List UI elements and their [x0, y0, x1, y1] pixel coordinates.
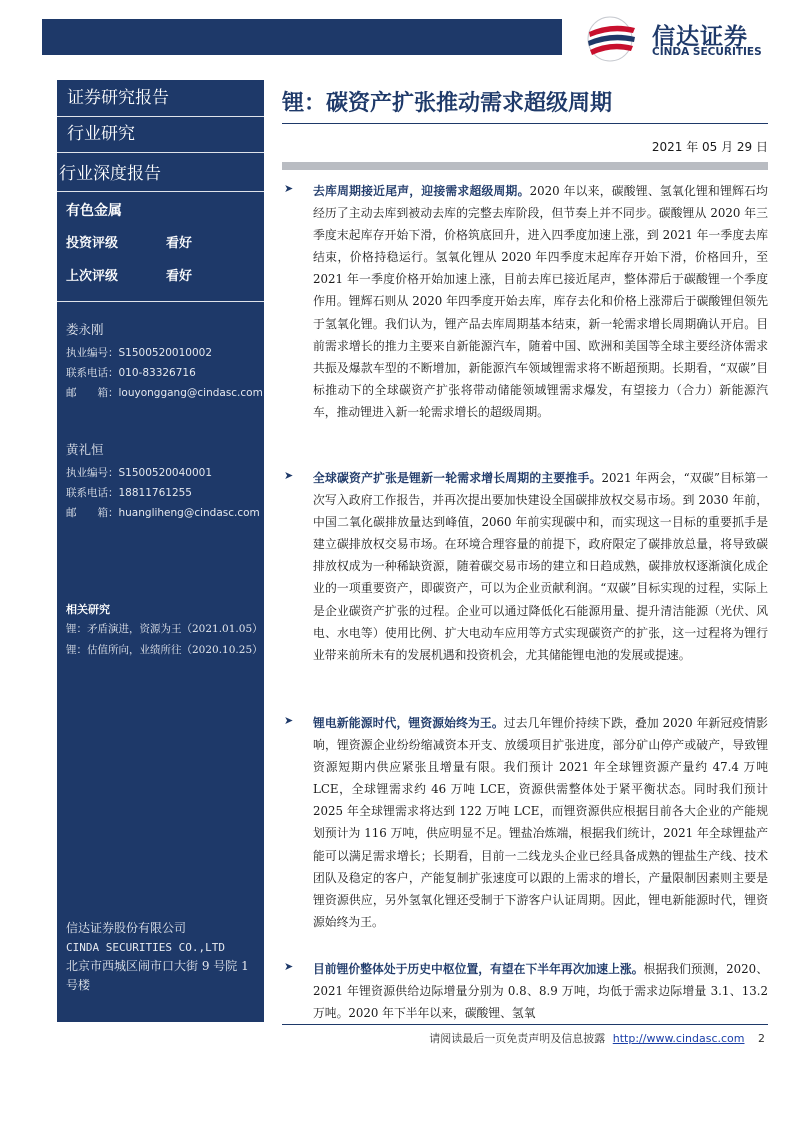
brand-name-cn: 信达证券: [652, 24, 748, 50]
prev-rating-value: 看好: [166, 269, 193, 284]
bullet-arrow-icon: ➤: [284, 960, 294, 973]
related-research-item[interactable]: 锂：估值所向，业绩所往（2020.10.25）: [66, 644, 263, 656]
industry-category: 有色金属: [66, 203, 122, 219]
paragraph-lead: 锂电新能源时代，锂资源始终为王。: [313, 716, 504, 730]
bullet-arrow-icon: ➤: [284, 714, 294, 727]
date-bar: [282, 162, 768, 170]
analyst-cert: 执业编号：S1500520040001: [66, 467, 213, 479]
analyst-cert: 执业编号：S1500520010002: [66, 347, 213, 359]
investment-rating: [66, 232, 193, 251]
summary-paragraph: [284, 958, 768, 1024]
analyst-phone: 联系电话：18811761255: [66, 487, 192, 499]
summary-paragraph: [284, 712, 768, 933]
company-address: 北京市西城区闹市口大街 9 号院 1 号楼: [66, 959, 249, 992]
sidebar: [57, 80, 264, 1022]
header-bar: [42, 19, 562, 55]
depth-report-label: 行业深度报告: [59, 164, 161, 184]
prev-rating-label: 上次评级: [66, 269, 119, 284]
related-research-item[interactable]: 锂：矛盾演进，资源为王（2021.01.05）: [66, 623, 263, 635]
disclaimer-notice: 请阅读最后一页免责声明及信息披露: [429, 1032, 606, 1045]
analyst-card: [66, 440, 260, 523]
analyst-name: 娄永刚: [66, 322, 104, 337]
title-rule: [282, 123, 768, 124]
website-link[interactable]: http://www.cindasc.com: [612, 1032, 745, 1045]
sidebar-divider: [57, 152, 264, 153]
paragraph-lead: 目前锂价整体处于历史中枢位置，有望在下半年再次加速上涨。: [313, 962, 644, 976]
cinda-logo: [577, 14, 777, 64]
footer: [429, 1030, 765, 1046]
paragraph-lead: 去库周期接近尾声，迎接需求超级周期。: [313, 184, 530, 198]
analyst-email[interactable]: 邮 箱：huangliheng@cindasc.com: [66, 507, 260, 519]
rating-label: 投资评级: [66, 236, 119, 251]
analyst-name: 黄礼恒: [66, 442, 104, 457]
paragraph-body: 根据我们预测，2020、2021 年锂资源供给边际增量分别为 0.8、8.9 万吨，均低于需求边际增量 3.1、13.2 万吨。2020 年下半年以来，碳酸锂、氢氧: [313, 962, 768, 1021]
paragraph-body: 2021 年两会，“双碳”目标第一次写入政府工作报告，并再次提出要加快建设全国碳排放权交易市场。到 2030 年前，中国二氧化碳排放量达到峰值，2060 年前实现碳中和，而实现这一目标的重要抓手是建立碳排放权交易市场。在环境合理容量的前提下，政府限定了碳排放总量，将导致碳排放权成为一种稀缺资源，随着碳交易市场的建立和日趋成熟，碳排放权逐渐演化成企业的一项重要资产，即碳资产，可以为企业贡献利润。“双碳”目标实现的过程，实际上是企业碳资产扩张的过程。企业可以通过降低化石能源用量、提升清洁能源（光伏、风电、水电等）使用比例、扩大电动车应用等方式实现碳资产的扩张，这一过程将为锂行业带来前所未有的发展机遇和投资机会，尤其储能锂电池的发展或提速。: [313, 471, 768, 662]
analyst-card: [66, 320, 263, 403]
page-number: 2: [758, 1032, 765, 1045]
company-name-en: CINDA SECURITIES CO.,LTD: [66, 941, 225, 954]
summary-paragraph: [284, 180, 768, 423]
paragraph-body: 2020 年以来，碳酸锂、氢氧化锂和锂辉石均经历了主动去库到被动去库的完整去库阶段，但节奏上并不同步。碳酸锂从 2020 年三季度末起库存开始下滑，价格筑底回升，进入四季度加速上涨，到 2021 年一季度去库结束，价格持稳运行。氢氧化锂从 2020 年四季度末起库存开始下滑，价格回升，至 2021 年一季度价格开始加速上涨，目前去库已接近尾声，整体滞后于碳酸锂一个季度作用。锂辉石则从 2020 年四季度开始去库，库存去化和价格上涨滞后于碳酸锂但领先于氢氧化锂。我们认为，锂产品去库周期基本结束，新一轮需求增长周期确认开启。目前需求增长的推力主要来自新能源汽车，随着中国、欧洲和美国等全球主要经济体需求共振及爆款车型的不断增加，新能源汽车领域锂需求将不断超预期。长期看，“双碳”目标推动下的全球碳资产扩张将带动储能领域锂需求爆发，有望接力（合力）新能源汽车，推动锂进入新一轮需求增长的超级周期。: [313, 184, 768, 419]
company-name-cn: 信达证券股份有限公司: [66, 921, 187, 935]
analyst-phone: 联系电话：010-83326716: [66, 367, 196, 379]
company-info: [66, 919, 264, 995]
brand-name-en: CINDA SECURITIES: [652, 46, 762, 58]
paragraph-lead: 全球碳资产扩张是锂新一轮需求增长周期的主要推手。: [313, 471, 602, 485]
footer-rule: [282, 1024, 768, 1025]
related-research-title: 相关研究: [66, 603, 110, 616]
rating-value: 看好: [166, 236, 193, 251]
sidebar-divider: [57, 301, 264, 302]
bullet-arrow-icon: ➤: [284, 469, 294, 482]
cinda-logo-mark-icon: [577, 14, 647, 64]
bullet-arrow-icon: ➤: [284, 182, 294, 195]
sidebar-divider: [57, 116, 264, 117]
analyst-email[interactable]: 邮 箱：louyonggang@cindasc.com: [66, 387, 263, 399]
report-date: 2021 年 05 月 29 日: [651, 140, 768, 154]
report-title: 锂：碳资产扩张推动需求超级周期: [282, 91, 613, 116]
report-type-label: 证券研究报告: [67, 88, 169, 108]
research-label: 行业研究: [67, 124, 135, 144]
summary-paragraph: [284, 467, 768, 666]
paragraph-body: 过去几年锂价持续下跌，叠加 2020 年新冠疫情影响，锂资源企业纷纷缩减资本开支、放缓项目扩张进度，部分矿山停产或破产，导致锂资源短期内供应紧张且增量有限。我们预计 2021 年全球锂资源产量约 47.4 万吨 LCE，全球锂需求约 46 万吨 LCE，资源供需整体处于紧平衡状态。同时我们预计 2025 年全球锂需求将达到 122 万吨 LCE，而锂资源供应根据目前各大企业的产能规划预计为 116 万吨，供应明显不足。锂盐冶炼端，根据我们统计，2021 年全球锂盐产能可以满足需求增长；长期看，目前一二线龙头企业已经具备成熟的锂盐生产线、技术团队及稳定的客户，产能复制扩张速度可以跟的上需求的增长，产量限制因素则主要是锂资源供应，另外氢氧化锂还受制于下游客户认证周期。因此，锂电新能源时代，锂资源始终为王。: [313, 716, 768, 929]
sidebar-divider: [57, 191, 264, 192]
previous-rating: [66, 265, 193, 284]
